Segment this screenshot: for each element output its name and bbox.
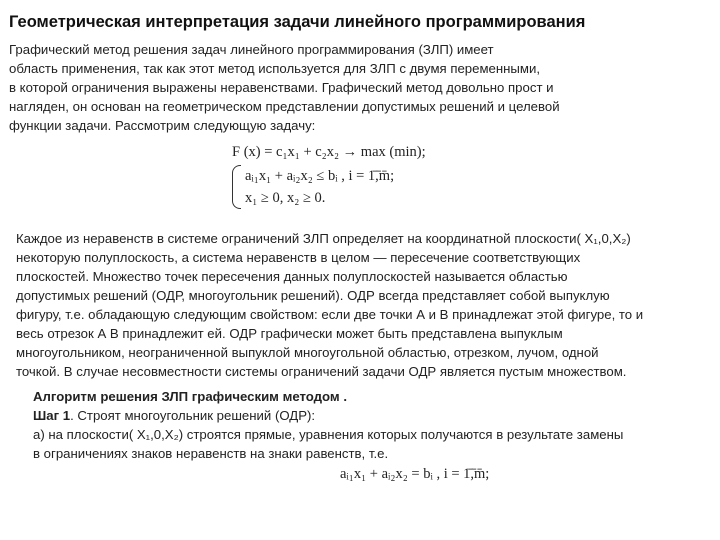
algorithm-line: а) на плоскости( X₁,0,X₂) строятся прямые, уравнения которых получаются в результате замены xyxy=(33,427,624,442)
step-label: Шаг 1 xyxy=(33,408,71,423)
body-line: фигуру, т.е. обладающую следующим свойством: если две точки А и В принадлежат этой фигуре, то и xyxy=(16,307,644,322)
lp-problem-formula xyxy=(232,141,426,209)
body-line: точкой. В случае несовместности системы ограничений задачи ОДР является пустым множеством. xyxy=(16,364,627,379)
intro-line: функции задачи. Рассмотрим следующую задачу: xyxy=(9,118,316,133)
algorithm-heading: Алгоритм решения ЗЛП графическим методом . xyxy=(33,389,348,404)
body-line: плоскостей. Множество точек пересечения данных полуплоскостей называется областью xyxy=(16,269,568,284)
intro-line: нагляден, он основан на геометрическом представлении допустимых решений и целевой xyxy=(9,99,560,114)
body-line: многоугольником, неограниченной выпуклой многоугольной областью, отрезком, лучом, одной xyxy=(16,345,599,360)
step-text: . Строят многоугольник решений (ОДР): xyxy=(70,408,316,423)
line-equation-formula: aᵢ₁x₁ + aᵢ₂x₂ = bᵢ , i = 1̄,̄m̄; xyxy=(340,466,490,482)
objective-function: F (x) = c₁x₁ + c₂x₂ → max (min); xyxy=(232,144,426,160)
body-line: допустимых решений (ОДР, многоугольник решений). ОДР всегда представляет собой выпуклую xyxy=(16,288,610,303)
constraint-inequality: aᵢ₁x₁ + aᵢ₂x₂ ≤ bᵢ , i = 1̄,̄m̄; xyxy=(245,168,395,184)
step-line xyxy=(33,406,623,425)
body-line: Каждое из неравенств в системе ограничений ЗЛП определяет на координатной плоскости( X₁,0,X₂) xyxy=(16,231,631,246)
nonnegativity-constraint: x₁ ≥ 0, x₂ ≥ 0. xyxy=(245,190,326,206)
page-title: Геометрическая интерпретация задачи линейного программирования xyxy=(9,13,586,31)
algorithm-section xyxy=(33,387,623,463)
constraint-system xyxy=(232,165,426,209)
system-brace xyxy=(232,165,241,209)
body-line: весь отрезок А В принадлежит ей. ОДР графически может быть представлена выпуклым xyxy=(16,326,563,341)
body-line: некоторую полуплоскость, а система неравенств в целом — пересечение соответствующих xyxy=(16,250,581,265)
intro-line: в которой ограничения выражены неравенствами. Графический метод довольно прост и xyxy=(9,80,554,95)
odr-paragraph xyxy=(16,229,643,381)
intro-line: область применения, так как этот метод используется для ЗЛП с двумя переменными, xyxy=(9,61,541,76)
algorithm-line: в ограничениях знаков неравенств на знаки равенств, т.е. xyxy=(33,446,389,461)
intro-paragraph xyxy=(9,40,560,135)
intro-line: Графический метод решения задач линейного программирования (ЗЛП) имеет xyxy=(9,42,494,57)
